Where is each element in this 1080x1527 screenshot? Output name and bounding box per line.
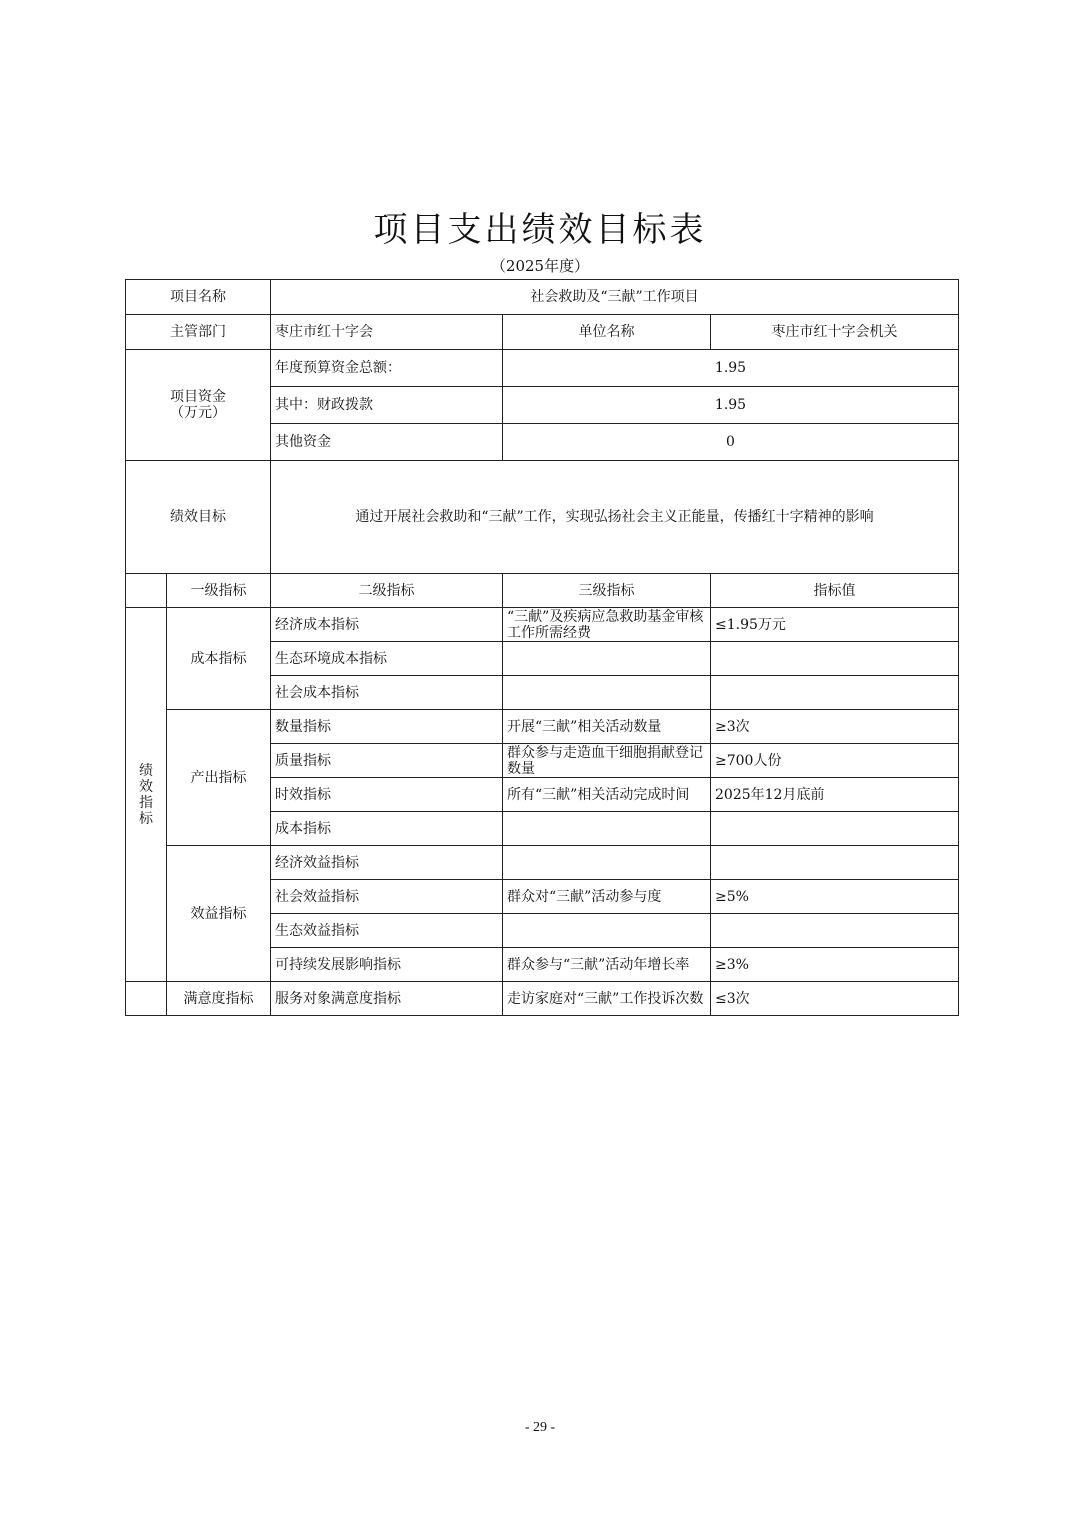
side-char: 绩: [139, 762, 153, 779]
dept-label: 主管部门: [126, 315, 271, 350]
table-row: [126, 982, 959, 1016]
group-label-benefit: 效益指标: [167, 846, 271, 982]
level2-cell: 数量指标: [271, 710, 503, 744]
funds-fiscal-value: 1.95: [503, 387, 959, 424]
header-level2: 二级指标: [271, 574, 503, 608]
value-cell: ≥3次: [711, 710, 959, 744]
level3-cell: [503, 914, 711, 948]
project-name-row: [126, 280, 959, 315]
value-cell: ≥5%: [711, 880, 959, 914]
group-label-satisfaction: 满意度指标: [167, 982, 271, 1016]
table-row: [126, 710, 959, 744]
level2-cell: 质量指标: [271, 744, 503, 778]
satisfaction-side-blank: [126, 982, 167, 1016]
header-level1: 一级指标: [167, 574, 271, 608]
level2-cell: 经济成本指标: [271, 608, 503, 642]
value-cell: [711, 676, 959, 710]
unit-label: 单位名称: [503, 315, 711, 350]
level3-cell: 走访家庭对“三献”工作投诉次数: [503, 982, 711, 1016]
funds-row-total: [126, 350, 959, 387]
side-char: 标: [139, 810, 153, 827]
page-number: - 29 -: [524, 1420, 556, 1435]
value-cell: [711, 846, 959, 880]
year-subtitle: （2025年度）: [490, 257, 590, 275]
unit-value: 枣庄市红十字会机关: [711, 315, 959, 350]
level3-cell: “三献”及疾病应急救助基金审核工作所需经费: [503, 608, 711, 642]
level3-cell: 开展“三献”相关活动数量: [503, 710, 711, 744]
funds-total-value: 1.95: [503, 350, 959, 387]
level3-cell: 所有“三献”相关活动完成时间: [503, 778, 711, 812]
level2-cell: 社会成本指标: [271, 676, 503, 710]
level3-cell: 群众参与“三献”活动年增长率: [503, 948, 711, 982]
level2-cell: 可持续发展影响指标: [271, 948, 503, 982]
project-name-value: 社会救助及“三献”工作项目: [271, 280, 959, 315]
table-row: [126, 608, 959, 642]
level3-cell: [503, 846, 711, 880]
level2-cell: 服务对象满意度指标: [271, 982, 503, 1016]
funds-fiscal-label: 其中：财政拨款: [271, 387, 503, 424]
header-value: 指标值: [711, 574, 959, 608]
performance-side-label: [126, 608, 167, 982]
level3-cell: [503, 812, 711, 846]
value-cell: ≥3%: [711, 948, 959, 982]
performance-table: [125, 279, 959, 1016]
side-char: 指: [139, 794, 153, 811]
project-name-label: 项目名称: [126, 280, 271, 315]
goal-row: [126, 461, 959, 574]
level2-cell: 生态效益指标: [271, 914, 503, 948]
value-cell: ≤1.95万元: [711, 608, 959, 642]
level2-cell: 生态环境成本指标: [271, 642, 503, 676]
indicator-header-row: [126, 574, 959, 608]
funds-label-line2: （万元）: [170, 405, 226, 421]
level2-cell: 时效指标: [271, 778, 503, 812]
level3-cell: [503, 642, 711, 676]
value-cell: ≤3次: [711, 982, 959, 1016]
group-label-cost: 成本指标: [167, 608, 271, 710]
level3-cell: 群众对“三献”活动参与度: [503, 880, 711, 914]
dept-value: 枣庄市红十字会: [271, 315, 503, 350]
goal-label: 绩效目标: [126, 461, 271, 574]
value-cell: [711, 914, 959, 948]
table-row: [126, 846, 959, 880]
value-cell: 2025年12月底前: [711, 778, 959, 812]
page-title: 项目支出绩效目标表: [373, 210, 707, 250]
group-label-output: 产出指标: [167, 710, 271, 846]
funds-label-line1: 项目资金: [170, 389, 226, 405]
funds-other-label: 其他资金: [271, 424, 503, 461]
funds-other-value: 0: [503, 424, 959, 461]
level2-cell: 成本指标: [271, 812, 503, 846]
header-blank-cell: [126, 574, 167, 608]
level2-cell: 社会效益指标: [271, 880, 503, 914]
value-cell: ≥700人份: [711, 744, 959, 778]
header-level3: 三级指标: [503, 574, 711, 608]
level3-cell: 群众参与走造血干细胞捐献登记数量: [503, 744, 711, 778]
value-cell: [711, 812, 959, 846]
funds-total-label: 年度预算资金总额：: [271, 350, 503, 387]
dept-row: [126, 315, 959, 350]
goal-text: 通过开展社会救助和“三献”工作，实现弘扬社会主义正能量，传播红十字精神的影响: [271, 461, 959, 574]
value-cell: [711, 642, 959, 676]
level2-cell: 经济效益指标: [271, 846, 503, 880]
side-char: 效: [139, 778, 153, 795]
level3-cell: [503, 676, 711, 710]
funds-label: [126, 350, 271, 461]
